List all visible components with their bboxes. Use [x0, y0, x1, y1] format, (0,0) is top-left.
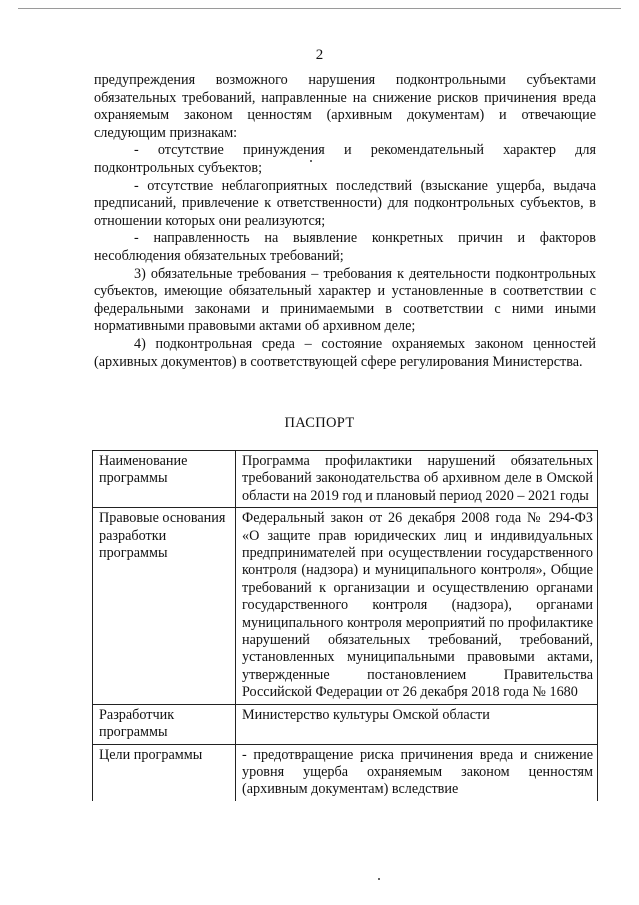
table-row: [93, 451, 598, 508]
paragraph: 3) обязательные требования – требования к деятельности подконтрольных субъектов, имеющие обязательный характер и установленные в соответствии с федеральными законами и принимаемыми в соответствии с ними иными нормативными правовыми актами об архивном деле;: [94, 265, 596, 335]
row-label: Разработчик программы: [93, 704, 236, 744]
row-value: Федеральный закон от 26 декабря 2008 года № 294-ФЗ «О защите прав юридических лиц и индивидуальных предпринимателей при осуществлении государственного контроля (надзора) и муниципального контроля», Общие требований к организации и осуществлению органами государственного контроля (надзора), органами муниципального контроля мероприятий по профилактике нарушений обязательных требований, требований, установленных муниципальными правовыми актами, утвержденные постановлением Правительства Российской Федерации от 26 декабря 2018 года № 1680: [236, 508, 598, 704]
row-label: Цели программы: [93, 744, 236, 801]
paragraph: - отсутствие неблагоприятных последствий (взыскание ущерба, выдача предписаний, привлечение к ответственности) для подконтрольных субъектов, в отношении которых они реализуются;: [94, 177, 596, 229]
paragraph: - отсутствие принуждения и рекомендательный характер для подконтрольных субъектов;: [94, 142, 596, 176]
paragraph: - направленность на выявление конкретных причин и факторов несоблюдения обязательных требований;: [94, 230, 596, 264]
scan-speck: [310, 160, 312, 162]
paragraph: предупреждения возможного нарушения подконтрольными субъектами обязательных требований, направленные на снижение рисков причинения вреда охраняемым законом ценностям (архивным документам) и отвечающие следующим признакам:: [94, 72, 596, 141]
table-row: [93, 704, 598, 744]
paragraph: 4) подконтрольная среда – состояние охраняемых законом ценностей (архивных документов) в соответствующей сфере регулирования Министерства.: [94, 335, 596, 370]
row-value: - предотвращение риска причинения вреда и снижение уровня ущерба охраняемым законом ценностям (архивным документам) вследствие: [236, 744, 598, 801]
table-row: [93, 508, 598, 704]
passport-table: [92, 450, 598, 801]
scan-edge-line: [18, 8, 621, 9]
row-value: Министерство культуры Омской области: [236, 704, 598, 744]
scan-speck: [378, 878, 380, 880]
table-row: [93, 744, 598, 801]
row-value: Программа профилактики нарушений обязательных требований законодательства об архивном деле в Омской области на 2019 год и плановый период 2020 – 2021 годы: [236, 451, 598, 508]
page-number: 2: [315, 47, 324, 63]
passport-title: ПАСПОРТ: [284, 415, 355, 431]
row-label: Правовые основания разработки программы: [93, 508, 236, 704]
row-label: Наименование программы: [93, 451, 236, 508]
body-text: [94, 72, 596, 371]
